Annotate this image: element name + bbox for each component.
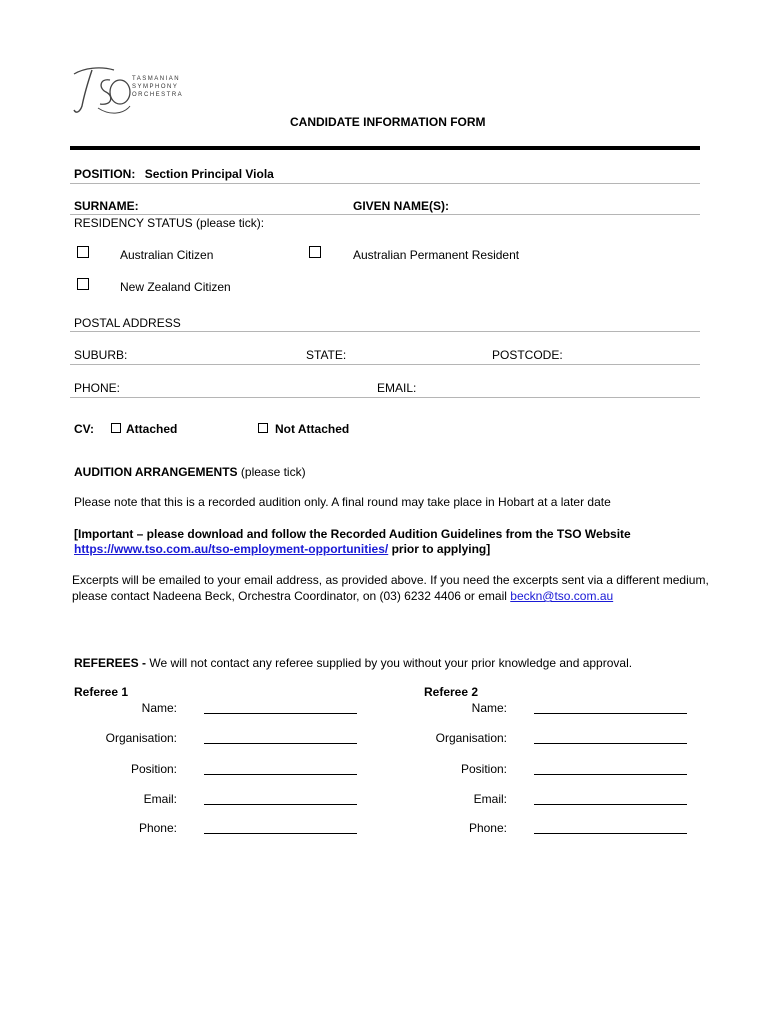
position-label: POSITION: — [74, 167, 136, 181]
referee1-phone-label: Phone: — [138, 821, 177, 835]
referee1-position-label: Position: — [130, 762, 177, 776]
referee1-phone-field[interactable] — [204, 833, 357, 834]
position-value: Section Principal Viola — [144, 167, 274, 181]
suburb-state-postcode-field[interactable] — [70, 364, 700, 365]
option-australian-permanent-resident: Australian Permanent Resident — [353, 248, 520, 262]
postal-address-label: POSTAL ADDRESS — [74, 316, 181, 330]
checkbox-australian-permanent-resident[interactable] — [309, 246, 321, 258]
checkbox-new-zealand-citizen[interactable] — [77, 278, 89, 290]
tso-logo — [70, 62, 184, 118]
checkbox-cv-not-attached[interactable] — [258, 423, 268, 433]
important-line2 — [74, 542, 490, 556]
cv-attached-label: Attached — [126, 422, 178, 436]
contact-email-link[interactable]: beckn@tso.com.au — [510, 589, 614, 603]
residency-label: RESIDENCY STATUS (please tick): — [74, 216, 265, 230]
audition-note: Please note that this is a recorded audition only. A final round may take place in Hobart at a later date — [74, 495, 611, 509]
excerpts-line1: Excerpts will be emailed to your email address, as provided above. If you need the excerpts sent via a different medium, — [72, 573, 709, 587]
referee1-organisation-label: Organisation: — [105, 731, 177, 745]
referee2-name-field[interactable] — [534, 713, 687, 714]
referees-heading-row — [74, 656, 632, 670]
cv-label: CV: — [74, 422, 95, 436]
postcode-label: POSTCODE: — [492, 348, 563, 362]
audition-heading: AUDITION ARRANGEMENTS — [74, 465, 238, 479]
referee2-heading: Referee 2 — [424, 685, 479, 699]
option-new-zealand-citizen: New Zealand Citizen — [120, 280, 231, 294]
audition-heading-note: (please tick) — [240, 465, 306, 479]
referee1-email-label: Email: — [143, 792, 177, 806]
important-tail: prior to applying] — [388, 542, 491, 556]
referee1-position-field[interactable] — [204, 774, 357, 775]
excerpts-line2-text: please contact Nadeena Beck, Orchestra Coordinator, on (03) 6232 4406 or email — [72, 589, 511, 603]
referee2-phone-field[interactable] — [534, 833, 687, 834]
given-names-label: GIVEN NAME(S): — [353, 199, 449, 213]
excerpts-line2 — [72, 589, 613, 603]
cv-not-attached-label: Not Attached — [275, 422, 350, 436]
divider — [70, 214, 700, 215]
referee2-name-label: Name: — [471, 701, 507, 715]
state-label: STATE: — [306, 348, 347, 362]
tso-website-link[interactable]: https://www.tso.com.au/tso-employment-opportunities/ — [74, 542, 389, 556]
tso-monogram-icon — [70, 62, 134, 118]
referee1-organisation-field[interactable] — [204, 743, 357, 744]
form-title: CANDIDATE INFORMATION FORM — [290, 115, 486, 129]
logo-text-line1: TASMANIAN — [132, 76, 181, 82]
divider — [70, 183, 700, 184]
referee1-name-label: Name: — [141, 701, 177, 715]
referee1-email-field[interactable] — [204, 804, 357, 805]
logo-text-line3: ORCHESTRA — [132, 92, 184, 98]
referee2-position-label: Position: — [460, 762, 507, 776]
option-australian-citizen: Australian Citizen — [120, 248, 214, 262]
postal-address-field[interactable] — [70, 331, 700, 332]
referee1-heading: Referee 1 — [74, 685, 129, 699]
referee2-position-field[interactable] — [534, 774, 687, 775]
logo-text-line2: SYMPHONY — [132, 84, 179, 90]
checkbox-cv-attached[interactable] — [111, 423, 121, 433]
referee2-phone-label: Phone: — [468, 821, 507, 835]
surname-label: SURNAME: — [74, 199, 139, 213]
email-label: EMAIL: — [377, 381, 417, 395]
suburb-label: SUBURB: — [74, 348, 128, 362]
referee2-organisation-label: Organisation: — [435, 731, 507, 745]
referee2-organisation-field[interactable] — [534, 743, 687, 744]
referee2-email-field[interactable] — [534, 804, 687, 805]
referee1-name-field[interactable] — [204, 713, 357, 714]
checkbox-australian-citizen[interactable] — [77, 246, 89, 258]
important-line1: [Important – please download and follow the Recorded Audition Guidelines from the TSO Website — [74, 527, 631, 541]
title-rule — [70, 146, 700, 150]
position-row — [74, 167, 274, 181]
referees-heading: REFEREES - — [74, 656, 147, 670]
audition-heading-row — [74, 465, 306, 479]
referee2-email-label: Email: — [473, 792, 507, 806]
phone-email-field[interactable] — [70, 397, 700, 398]
referees-note: We will not contact any referee supplied by you without your prior knowledge and approval. — [146, 656, 633, 670]
phone-label: PHONE: — [74, 381, 121, 395]
